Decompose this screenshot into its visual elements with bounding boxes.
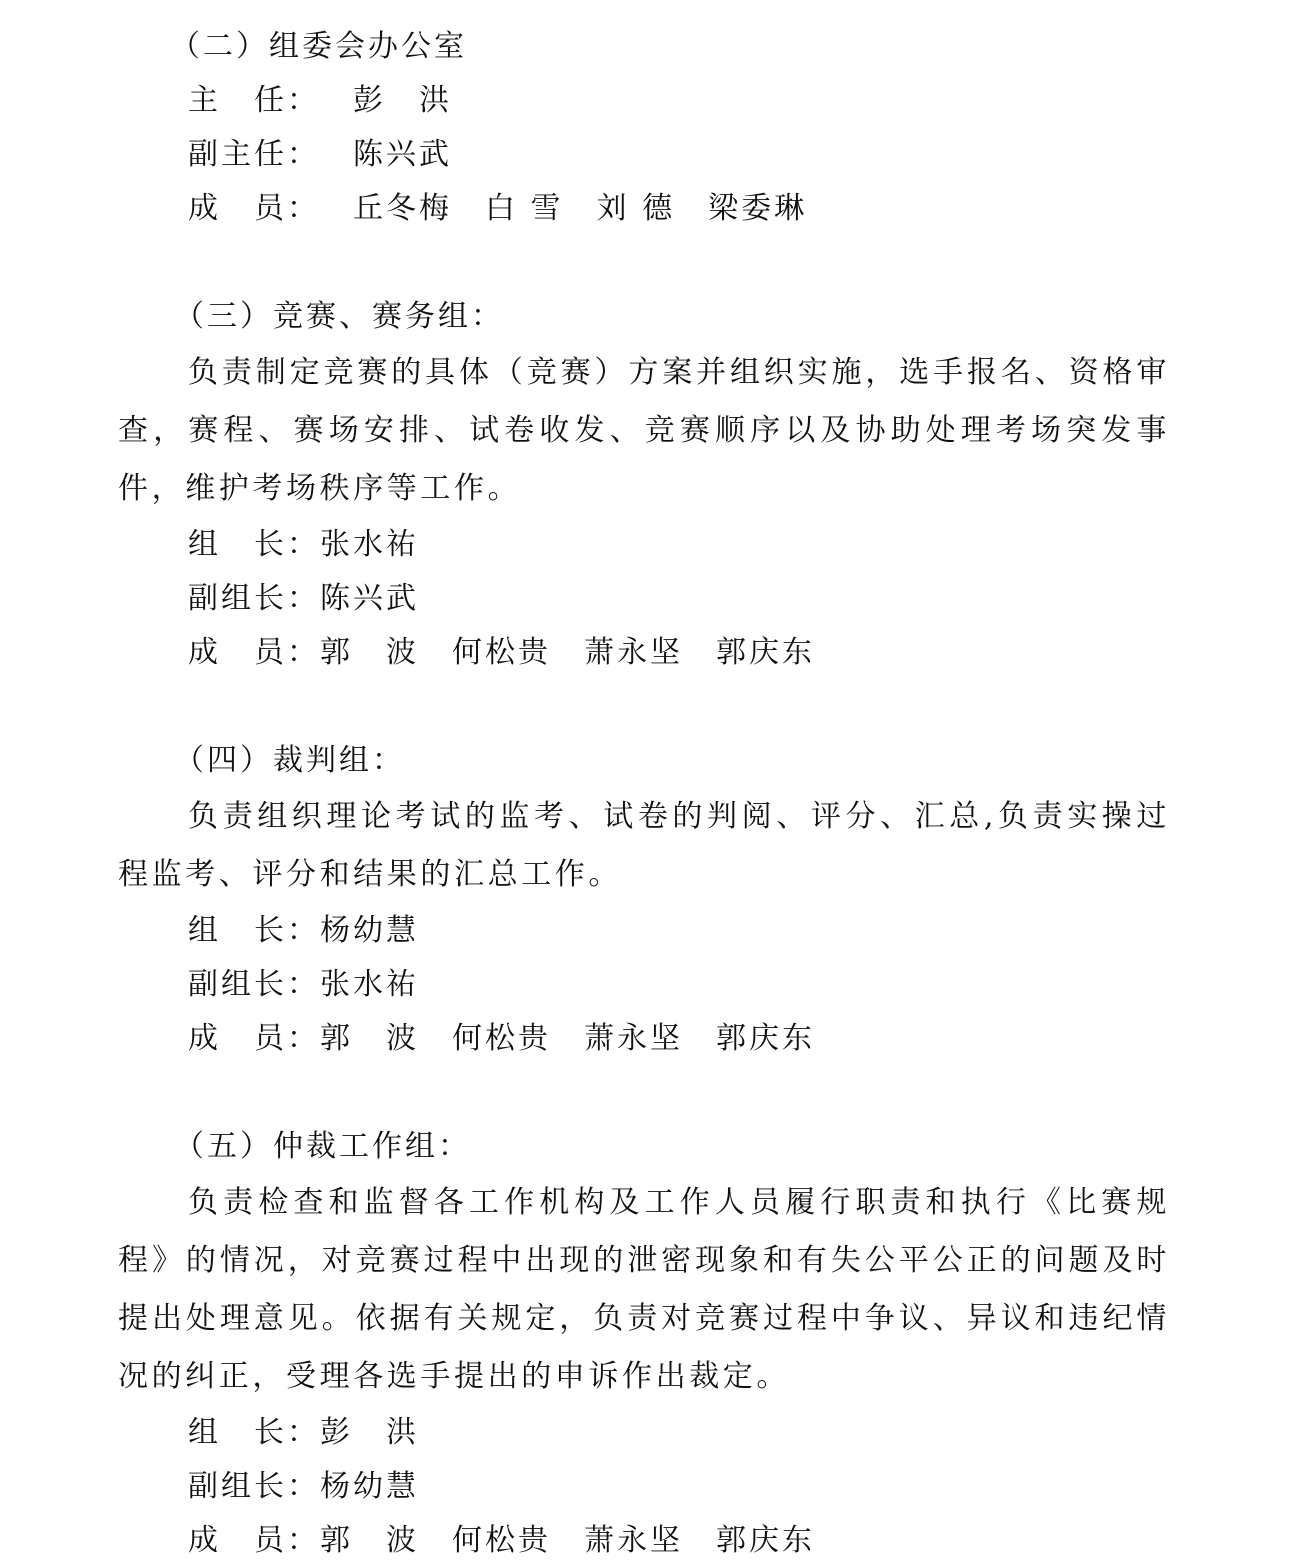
role-line-leader (118, 1406, 1170, 1460)
section-heading: （四）裁判组： (174, 743, 405, 778)
role-value: 陈兴武 (320, 137, 452, 172)
role-label: 副组长： (188, 967, 320, 1002)
role-label: 组 长： (188, 913, 320, 948)
role-label: 副组长： (188, 1469, 320, 1504)
section-heading: （五）仲裁工作组： (174, 1129, 471, 1164)
role-label: 副主任： (188, 137, 320, 172)
section-competition-affairs (118, 290, 1170, 680)
section-description: 负责组织理论考试的监考、试卷的判阅、评分、汇总,负责实操过程监考、评分和结果的汇总工作。 (118, 799, 1170, 892)
role-value: 杨幼慧 (320, 1469, 419, 1504)
section-description: 负责制定竞赛的具体（竞赛）方案并组织实施，选手报名、资格审查，赛程、赛场安排、试卷收发、竞赛顺序以及协助处理考场突发事件，维护考场秩序等工作。 (118, 355, 1170, 506)
role-line-members (118, 1514, 1170, 1568)
role-line-deputy-director (118, 128, 1170, 182)
role-value: 郭 波 何松贵 萧永坚 郭庆东 (320, 1523, 815, 1558)
role-value: 陈兴武 (320, 581, 419, 616)
role-value: 彭 洪 (320, 83, 452, 118)
section-heading: （二）组委会办公室 (170, 29, 467, 64)
role-line-leader (118, 518, 1170, 572)
role-label: 成 员： (188, 635, 320, 670)
section-arbitration (118, 1120, 1170, 1568)
section-office (118, 20, 1170, 236)
role-value: 丘冬梅 白 雪 刘 德 梁委琳 (320, 191, 808, 226)
role-value: 张水祐 (320, 527, 419, 562)
section-referee (118, 734, 1170, 1066)
role-value: 郭 波 何松贵 萧永坚 郭庆东 (320, 1021, 815, 1056)
role-label: 主 任： (188, 83, 320, 118)
role-line-members (118, 182, 1170, 236)
role-line-deputy-leader (118, 958, 1170, 1012)
role-label: 组 长： (188, 1415, 320, 1450)
role-value: 彭 洪 (320, 1415, 419, 1450)
role-value: 张水祐 (320, 967, 419, 1002)
role-label: 组 长： (188, 527, 320, 562)
role-line-leader (118, 904, 1170, 958)
role-label: 成 员： (188, 1021, 320, 1056)
role-line-director (118, 74, 1170, 128)
role-value: 郭 波 何松贵 萧永坚 郭庆东 (320, 635, 815, 670)
role-line-members (118, 1012, 1170, 1066)
role-value: 杨幼慧 (320, 913, 419, 948)
role-label: 成 员： (188, 1523, 320, 1558)
role-label: 副组长： (188, 581, 320, 616)
role-line-members (118, 626, 1170, 680)
role-label: 成 员： (188, 191, 320, 226)
section-description: 负责检查和监督各工作机构及工作人员履行职责和执行《比赛规程》的情况，对竞赛过程中出现的泄密现象和有失公平公正的问题及时提出处理意见。依据有关规定，负责对竞赛过程中争议、异议和违纪情况的纠正，受理各选手提出的申诉作出裁定。 (118, 1185, 1170, 1394)
role-line-deputy-leader (118, 1460, 1170, 1514)
role-line-deputy-leader (118, 572, 1170, 626)
section-heading: （三）竞赛、赛务组： (174, 299, 504, 334)
document-page (118, 20, 1170, 1568)
